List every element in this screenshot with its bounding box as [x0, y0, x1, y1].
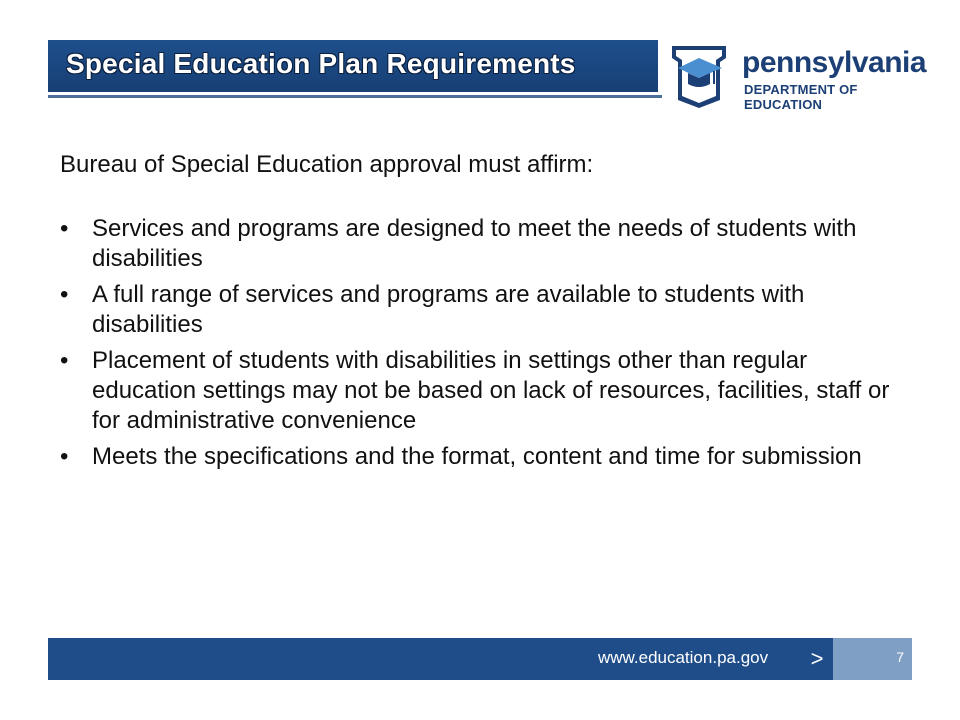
keystone-graduation-cap-icon — [664, 40, 734, 110]
list-item — [60, 346, 900, 436]
list-item-text: Placement of students with disabilities in settings other than regular education settings may not be based on lack of resources, facilities, staff or for administrative convenience — [92, 347, 890, 434]
list-item-text: A full range of services and programs are available to students with disabilities — [92, 281, 805, 338]
bullet-icon: • — [60, 443, 69, 470]
title-bar — [48, 40, 658, 92]
slide-title: Special Education Plan Requirements — [66, 48, 576, 79]
list-item — [60, 442, 900, 472]
list-item — [60, 214, 900, 274]
requirements-list — [60, 214, 900, 472]
website-link[interactable]: www.education.pa.gov — [598, 648, 769, 667]
footer-bar — [48, 638, 912, 680]
slide-body — [60, 150, 900, 478]
page-number-box — [833, 638, 912, 680]
page-number: 7 — [896, 649, 904, 665]
pa-education-logo — [664, 40, 927, 112]
bullet-icon: • — [60, 215, 69, 242]
intro-text: Bureau of Special Education approval must affirm: — [60, 151, 594, 178]
list-item-text: Meets the specifications and the format, content and time for submission — [92, 443, 862, 470]
next-arrow-icon[interactable]: > — [810, 646, 824, 671]
bullet-icon: • — [60, 281, 69, 308]
logo-wordmark: pennsylvania — [742, 46, 927, 79]
list-item — [60, 280, 900, 340]
list-item-text: Services and programs are designed to meet the needs of students with disabilities — [92, 215, 857, 272]
bullet-icon: • — [60, 347, 69, 374]
logo-subtitle: DEPARTMENT OF EDUCATION — [744, 82, 858, 112]
